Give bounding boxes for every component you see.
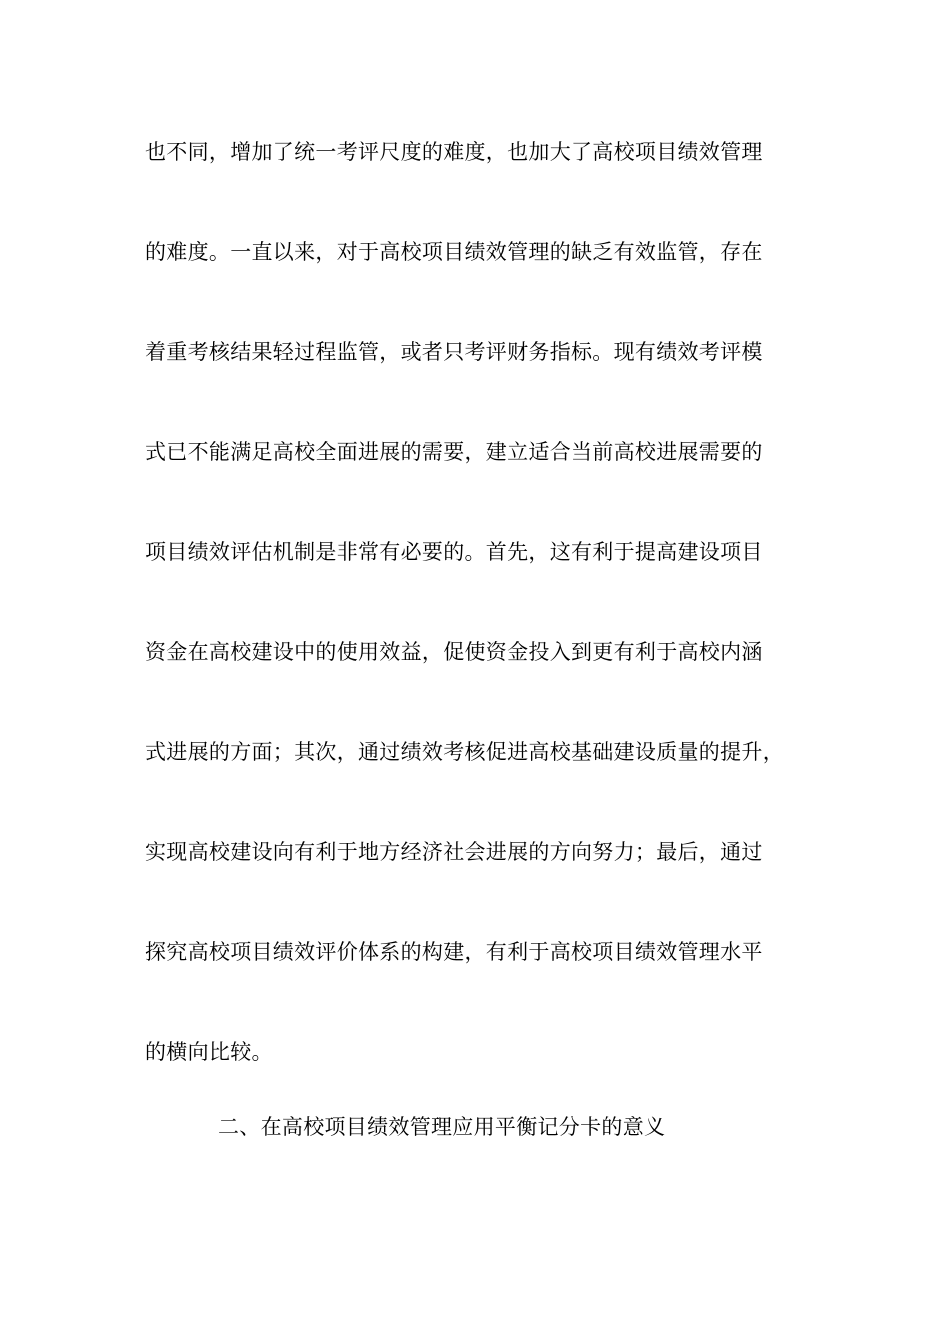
paragraph-line: 的难度。一直以来，对于高校项目绩效管理的缺乏有效监管，存在 [145,240,763,264]
paragraph-line: 资金在高校建设中的使用效益，促使资金投入到更有利于高校内涵 [145,640,763,664]
body-paragraph [145,132,825,1132]
paragraph-line: 着重考核结果轻过程监管，或者只考评财务指标。现有绩效考评模 [145,340,763,364]
paragraph-line: 式已不能满足高校全面进展的需要，建立适合当前高校进展需要的 [145,440,763,464]
section-heading: 二、在高校项目绩效管理应用平衡记分卡的意义 [218,1115,666,1139]
paragraph-line: 探究高校项目绩效评价体系的构建，有利于高校项目绩效管理水平 [145,940,763,964]
paragraph-line: 项目绩效评估机制是非常有必要的。首先，这有利于提高建设项目 [145,540,763,564]
paragraph-line: 的横向比较。 [145,1040,273,1064]
paragraph-line: 也不同，增加了统一考评尺度的难度，也加大了高校项目绩效管理 [145,140,763,164]
paragraph-line: 式进展的方面；其次，通过绩效考核促进高校基础建设质量的提升， [145,740,784,764]
paragraph-line: 实现高校建设向有利于地方经济社会进展的方向努力；最后，通过 [145,840,763,864]
